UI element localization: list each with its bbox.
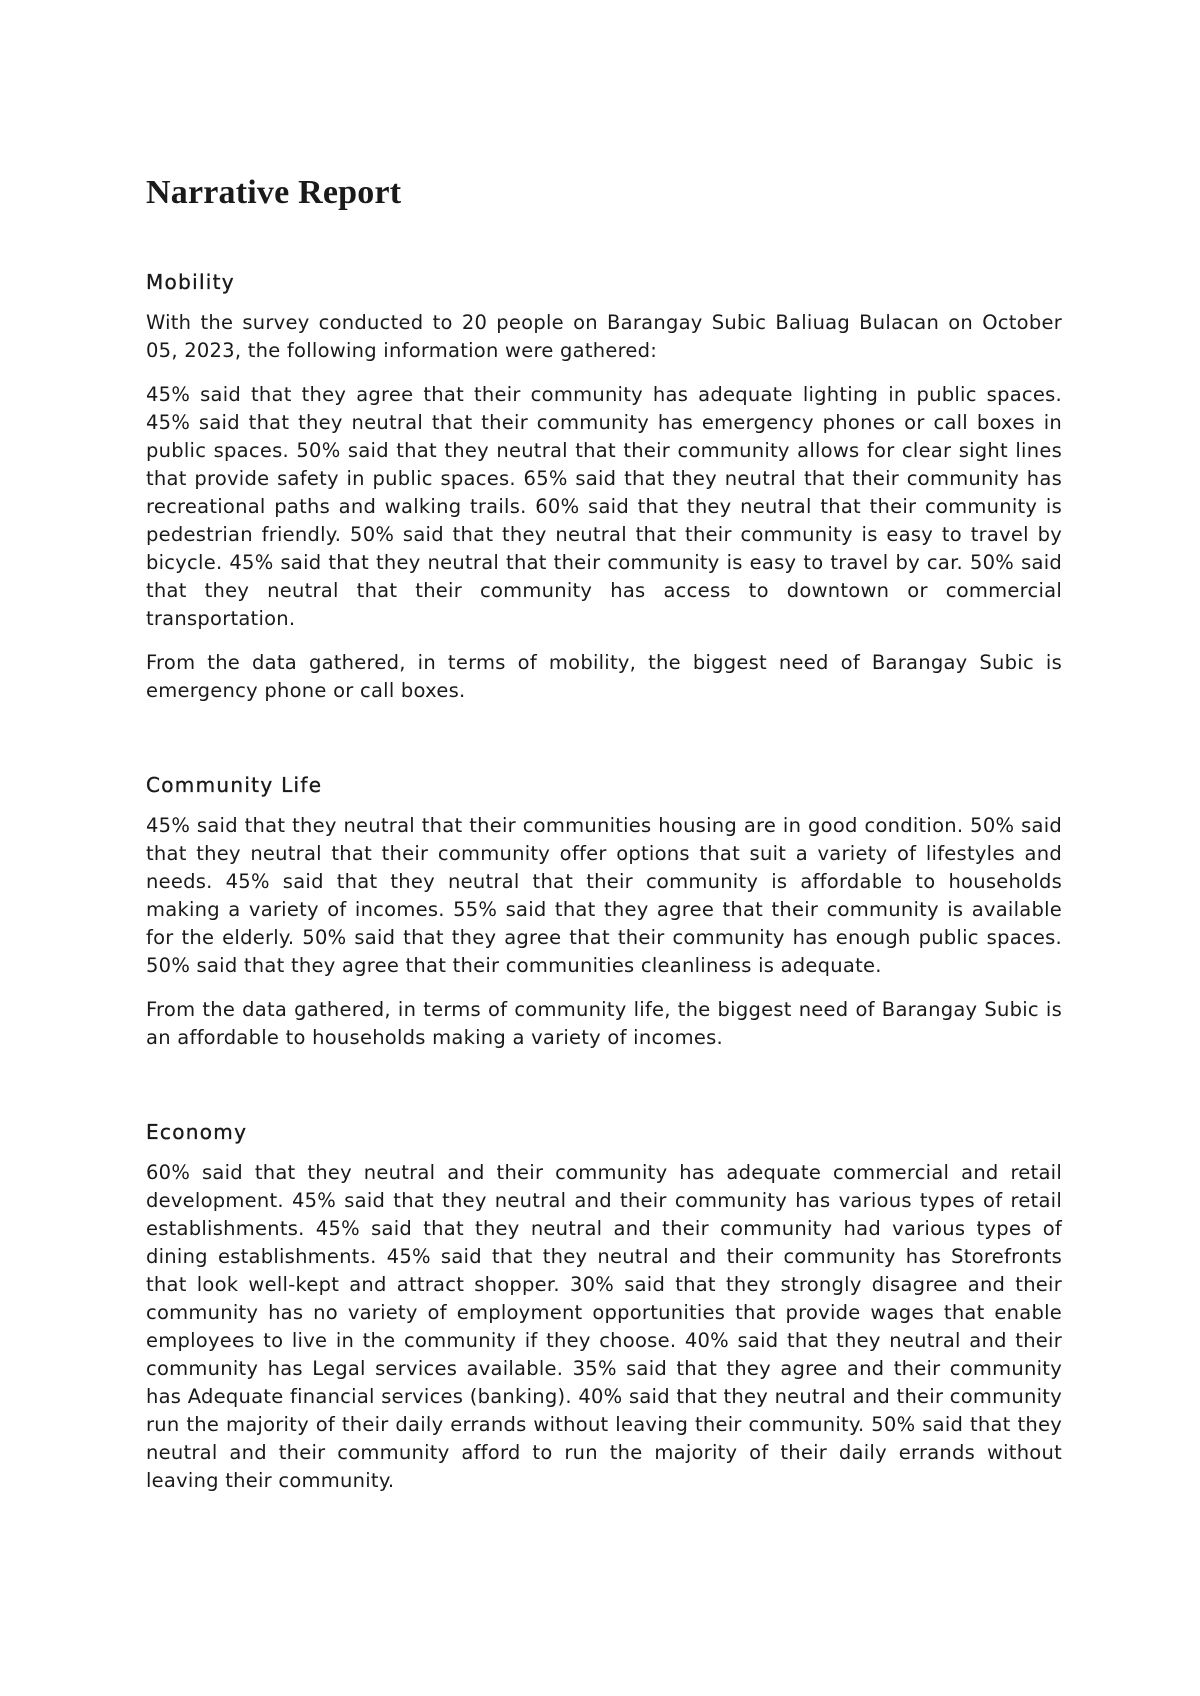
paragraph: With the survey conducted to 20 people on Barangay Subic Baliuag Bulacan on October 05, 2023, the following information were gathered:: [146, 311, 1062, 362]
section-spacer: [146, 721, 1062, 771]
section-mobility: [146, 268, 1062, 705]
paragraph: 60% said that they neutral and their community has adequate commercial and retail development. 45% said that they neutral and their community has various types of retail establishments. 45% said that they neutral and their community had various types of dining establishments. 45% said that they neutral and their community has Storefronts that look well-kept and attract shopper. 30% said that they strongly disagree and their community has no variety of employment opportunities that provide wages that enable employees to live in the community if they choose. 40% said that they neutral and their community has Legal services available. 35% said that they agree and their community has Adequate financial services (banking). 40% said that they neutral and their community run the majority of their daily errands without leaving their community. 50% said that they neutral and their community afford to run the majority of their daily errands without leaving their community.: [146, 1161, 1062, 1492]
document-body: [146, 172, 1082, 1511]
section-community-life: [146, 771, 1082, 1052]
section-heading: Mobility: [146, 270, 235, 294]
page-title: Narrative Report: [146, 174, 402, 211]
section-economy: [146, 1118, 1062, 1495]
paragraph: 45% said that they agree that their community has adequate lighting in public spaces. 45% said that they neutral that their community has emergency phones or call boxes in public spaces. 50% said that they neutral that their community allows for clear sight lines that provide safety in public spaces. 65% said that they neutral that their community has recreational paths and walking trails. 60% said that they neutral that their community is pedestrian friendly. 50% said that they neutral that their community is easy to travel by bicycle. 45% said that they neutral that their community is easy to travel by car. 50% said that they neutral that their community has access to downtown or commercial transportation.: [146, 383, 1062, 630]
section-heading: Economy: [146, 1120, 248, 1144]
section-heading: Community Life: [146, 773, 323, 797]
paragraph: From the data gathered, in terms of mobility, the biggest need of Barangay Subic is emergency phone or call boxes.: [146, 651, 1062, 702]
paragraph: From the data gathered, in terms of community life, the biggest need of Barangay Subic is an affordable to households making a variety of incomes.: [146, 998, 1062, 1049]
section-spacer: [146, 1068, 1062, 1118]
paragraph: 45% said that they neutral that their communities housing are in good condition. 50% said that they neutral that their community offer options that suit a variety of lifestyles and needs. 45% said that they neutral that their community is affordable to households making a variety of incomes. 55% said that they agree that their community is available for the elderly. 50% said that they agree that their community has enough public spaces. 50% said that they agree that their communities cleanliness is adequate.: [146, 814, 1082, 977]
